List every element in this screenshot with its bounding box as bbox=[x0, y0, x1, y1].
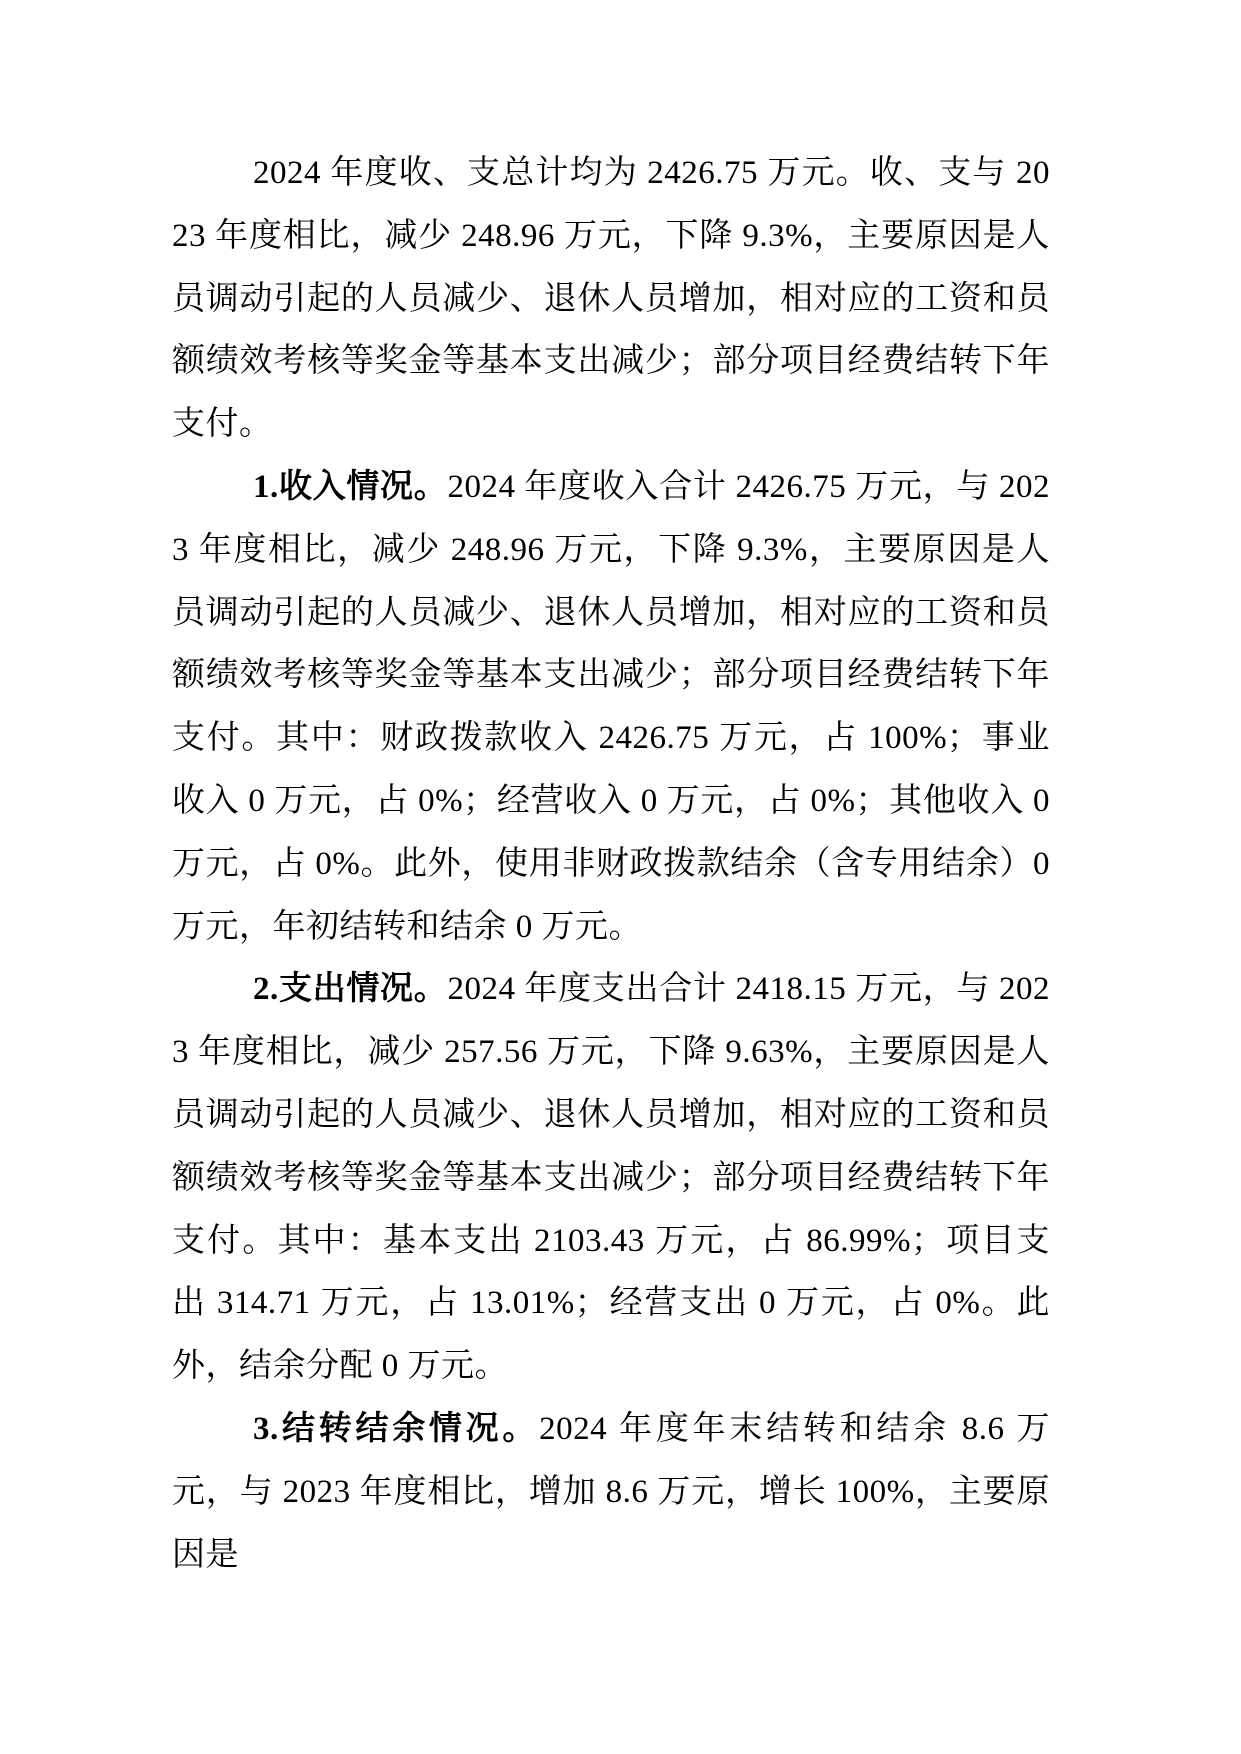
paragraph-lead: 2.支出情况。 bbox=[253, 971, 448, 1008]
paragraph-text: 2024 年度支出合计 2418.15 万元，与 2023 年度相比，减少 257.56 万元，下降 9.63%，主要原因是人员调动引起的人员减少、退休人员增加，相对应的工资和员额绩效考核等奖金等基本支出减少；部分项目经费结转下年支付。其中：基本支出 2103.43 万元，占 86.99%；项目支出 314.71 万元，占 13.01%；经营支出 0 万元，占 0%。此外，结余分配 0 万元。 bbox=[172, 971, 1051, 1385]
document-body bbox=[172, 142, 1050, 1586]
paragraph-total-overview bbox=[172, 142, 1050, 456]
paragraph-lead: 3.结转结余情况。 bbox=[253, 1410, 540, 1447]
paragraph-lead: 1.收入情况。 bbox=[253, 468, 448, 505]
paragraph-text: 2024 年度收、支总计均为 2426.75 万元。收、支与 2023 年度相比，减少 248.96 万元，下降 9.3%，主要原因是人员调动引起的人员减少、退休人员增加，相对应的工资和员额绩效考核等奖金等基本支出减少；部分项目经费结转下年支付。 bbox=[172, 155, 1050, 443]
paragraph-text: 2024 年度收入合计 2426.75 万元，与 2023 年度相比，减少 248.96 万元，下降 9.3%，主要原因是人员调动引起的人员减少、退休人员增加，相对应的工资和员额绩效考核等奖金等基本支出减少；部分项目经费结转下年支付。其中：财政拨款收入 2426.75 万元，占 100%；事业收入 0 万元，占 0%；经营收入 0 万元，占 0%；其他收入 0 万元，占 0%。此外，使用非财政拨款结余（含专用结余）0 万元，年初结转和结余 0 万元。 bbox=[172, 468, 1051, 945]
paragraph-text: 2024 年度年末结转和结余 8.6 万元，与 2023 年度相比，增加 8.6 万元，增长 100%，主要原因是 bbox=[172, 1410, 1051, 1573]
paragraph-income-situation bbox=[172, 456, 1050, 958]
paragraph-expenditure-situation bbox=[172, 958, 1050, 1398]
paragraph-carryover-balance-situation bbox=[172, 1398, 1050, 1586]
